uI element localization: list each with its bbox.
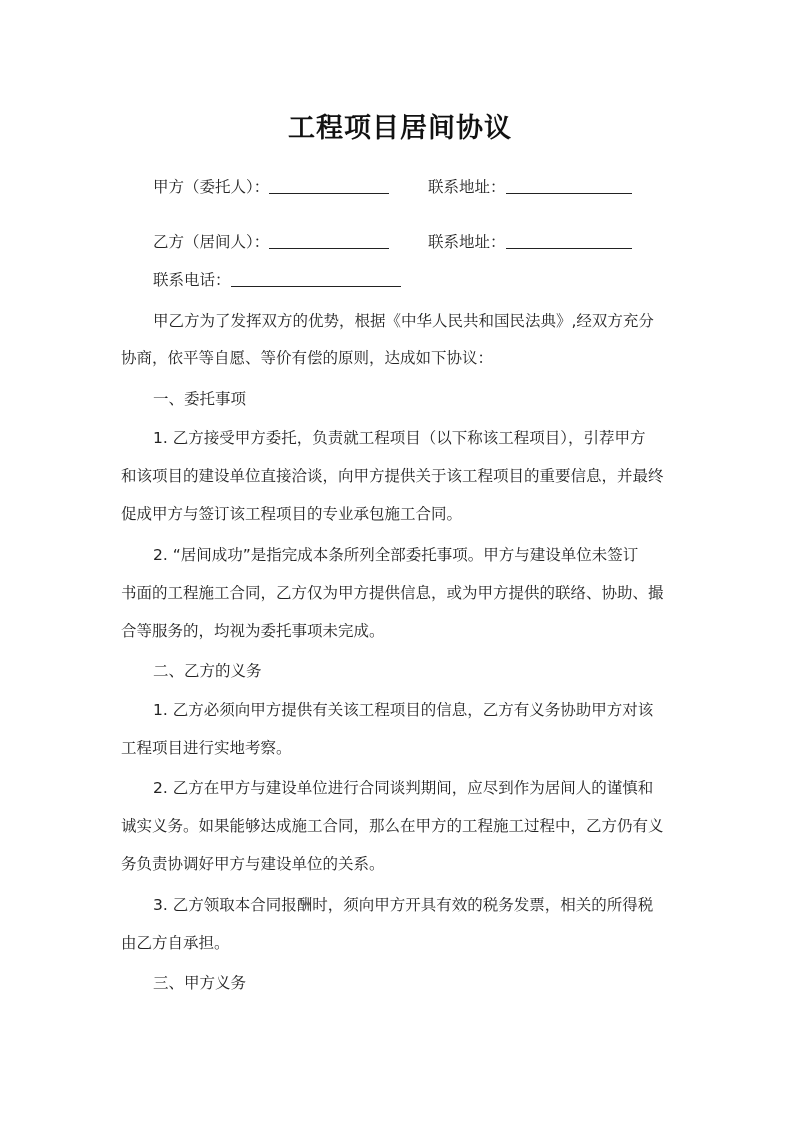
party-a-label: 甲方（委托人）：: [153, 178, 270, 196]
clause-line: 2. 乙方在甲方与建设单位进行合同谈判期间，应尽到作为居间人的谨慎和: [153, 779, 654, 797]
clause-line: 务负责协调好甲方与建设单位的关系。: [121, 855, 385, 873]
intro-line-1: 甲乙方为了发挥双方的优势，根据《中华人民共和国民法典》,经双方充分: [153, 312, 654, 330]
party-a-address-row: [428, 176, 632, 198]
section-heading: 一、委托事项: [153, 390, 247, 408]
party-b-row: [153, 231, 389, 253]
clause-line: 诚实义务。如果能够达成施工合同，那么在甲方的工程施工过程中，乙方仍有义: [121, 817, 664, 835]
clause-line: 书面的工程施工合同，乙方仅为甲方提供信息，或为甲方提供的联络、协助、撮: [121, 584, 664, 602]
party-a-row: [153, 176, 389, 198]
clause-line: 1. 乙方接受甲方委托，负责就工程项目（以下称该工程项目），引荐甲方: [153, 429, 646, 447]
intro-line-2: 协商，依平等自愿、等价有偿的原则，达成如下协议：: [121, 349, 494, 367]
party-a-blank[interactable]: [269, 177, 389, 194]
party-b-address-row: [428, 231, 632, 253]
section-heading: 三、甲方义务: [153, 974, 247, 992]
clause-line: 工程项目进行实地考察。: [121, 739, 292, 757]
page-title: 工程项目居间协议: [288, 113, 512, 144]
party-b-address-label: 联系地址：: [428, 233, 506, 251]
clause-line: 促成甲方与签订该工程项目的专业承包施工合同。: [121, 505, 463, 523]
phone-blank[interactable]: [231, 270, 401, 287]
clause-line: 3. 乙方领取本合同报酬时，须向甲方开具有效的税务发票，相关的所得税: [153, 896, 654, 914]
party-a-address-label: 联系地址：: [428, 178, 506, 196]
clause-line: 2. “居间成功”是指完成本条所列全部委托事项。甲方与建设单位未签订: [153, 546, 639, 564]
party-b-label: 乙方（居间人）：: [153, 233, 270, 251]
party-b-address-blank[interactable]: [506, 232, 632, 249]
phone-label: 联系电话：: [153, 271, 231, 289]
section-heading: 二、乙方的义务: [153, 662, 262, 680]
phone-row: [153, 269, 401, 291]
clause-line: 合等服务的，均视为委托事项未完成。: [121, 622, 385, 640]
party-b-blank[interactable]: [269, 232, 389, 249]
clause-line: 1. 乙方必须向甲方提供有关该工程项目的信息，乙方有义务协助甲方对该: [153, 701, 654, 719]
clause-line: 和该项目的建设单位直接洽谈，向甲方提供关于该工程项目的重要信息，并最终: [121, 467, 664, 485]
clause-line: 由乙方自承担。: [121, 934, 230, 952]
party-a-address-blank[interactable]: [506, 177, 632, 194]
